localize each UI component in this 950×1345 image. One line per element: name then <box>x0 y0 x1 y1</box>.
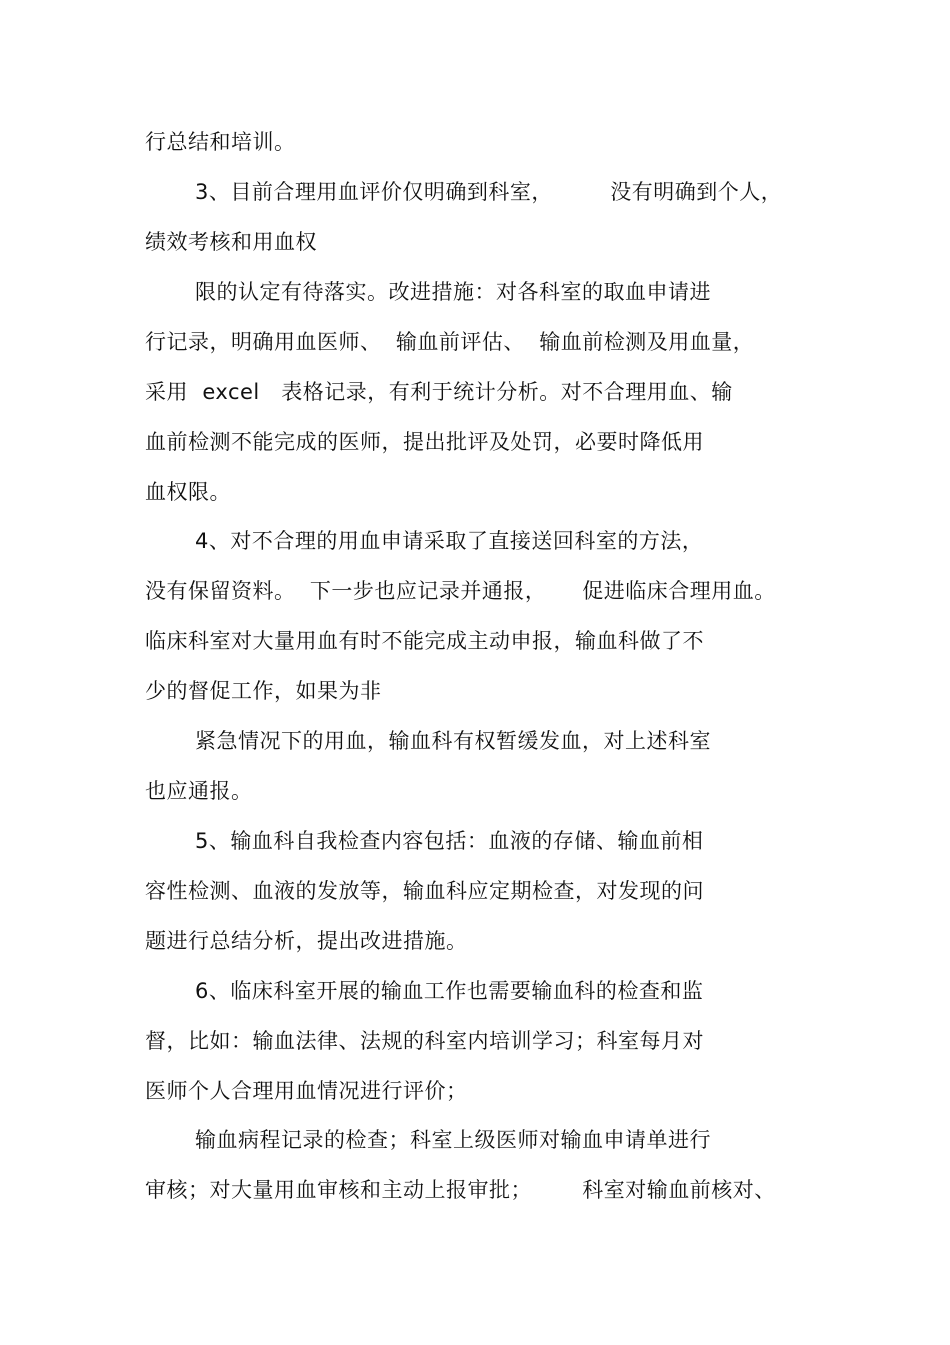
text-line: 采用 excel 表格记录，有利于统计分析。对不合理用血、输 <box>145 380 733 404</box>
text-line: 少的督促工作，如果为非 <box>145 679 382 703</box>
text-line: 行记录，明确用血医师、 输血前评估、 输血前检测及用血量， <box>145 330 755 354</box>
text-line: 3、目前合理用血评价仅明确到科室， 没有明确到个人， <box>195 180 783 204</box>
text-line: 血权限。 <box>145 480 231 504</box>
text-line: 5、输血科自我检查内容包括：血液的存储、输血前相 <box>195 829 704 853</box>
text-line: 紧急情况下的用血，输血科有权暂缓发血，对上述科室 <box>195 729 711 753</box>
text-line: 督，比如：输血法律、法规的科室内培训学习；科室每月对 <box>145 1029 704 1053</box>
text-line: 血前检测不能完成的医师，提出批评及处罚，必要时降低用 <box>145 430 704 454</box>
text-line: 容性检测、血液的发放等，输血科应定期检查，对发现的问 <box>145 879 704 903</box>
text-line: 4、对不合理的用血申请采取了直接送回科室的方法， <box>195 529 704 553</box>
text-line: 临床科室对大量用血有时不能完成主动申报，输血科做了不 <box>145 629 704 653</box>
text-line: 审核；对大量用血审核和主动上报审批； 科室对输血前核对、 <box>145 1178 776 1202</box>
text-line: 6、临床科室开展的输血工作也需要输血科的检查和监 <box>195 979 704 1003</box>
text-line: 题进行总结分析，提出改进措施。 <box>145 929 468 953</box>
text-line: 限的认定有待落实。改进措施：对各科室的取血申请进 <box>195 280 711 304</box>
text-line: 输血病程记录的检查；科室上级医师对输血申请单进行 <box>195 1128 711 1152</box>
text-line: 医师个人合理用血情况进行评价； <box>145 1079 468 1103</box>
text-line: 行总结和培训。 <box>145 130 296 154</box>
text-line: 也应通报。 <box>145 779 253 803</box>
text-line: 绩效考核和用血权 <box>145 230 317 254</box>
text-line: 没有保留资料。 下一步也应记录并通报， 促进临床合理用血。 <box>145 579 776 603</box>
